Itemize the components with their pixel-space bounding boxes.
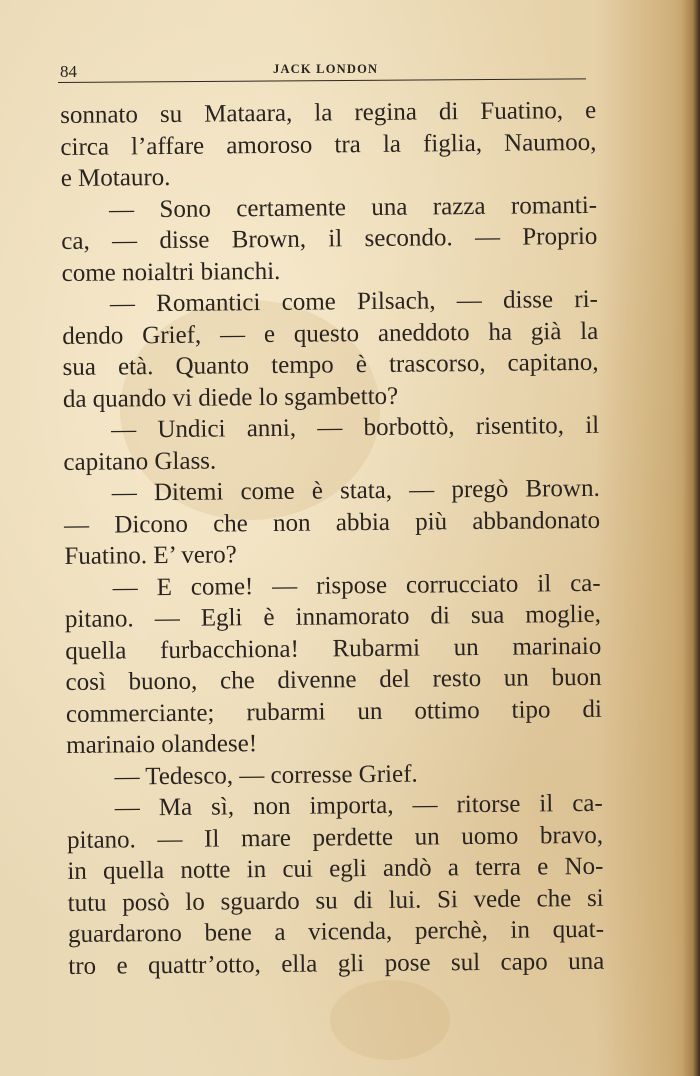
text-line: come noialtri bianchi. [61,257,281,287]
paper-stain [330,980,450,1060]
text-line: — Ma sì, non importa, — ritorse il ca- [114,789,603,822]
text-line: tutu posò lo sguardo su di lui. Si vede che si [67,884,604,917]
text-line: — Ditemi come è stata, — pregò Brown. [111,474,600,507]
text-line: guardarono bene a vicenda, perchè, in quat- [67,915,605,948]
text-line: commerciante; rubarmi un ottimo tipo di [65,695,602,728]
text-line: — Sono certamente una razza romanti- [108,191,598,224]
text-line: circa l’affare amoroso tra la figlia, Naumoo, [60,128,597,161]
page-edge-shadow [682,0,700,1076]
body-text [60,95,604,982]
text-line: — Undici anni, — borbottò, risentito, il [111,411,600,444]
text-line: e Motauro. [60,163,171,192]
header-rule [58,78,586,83]
text-line: così buono, che divenne del resto un buon [65,663,602,696]
text-line: — Tedesco, — corresse Grief. [114,760,418,791]
text-line: ca, — disse Brown, il secondo. — Proprio [61,222,598,255]
page-header [58,58,586,84]
text-line: — Romantici come Pilsach, — disse ri- [109,285,599,318]
text-line: quella furbacchiona! Rubarmi un marinaio [65,632,602,665]
running-title: JACK LONDON [273,62,379,76]
text-line: — Dicono che non abbia più abbandonato [63,506,601,539]
text-line: Fuatino. E’ vero? [64,541,237,570]
text-line: da quando vi diede lo sgambetto? [62,382,399,413]
text-line: sua età. Quanto tempo è trascorso, capitano, [62,348,599,381]
text-line: marinaio olandese! [66,730,258,759]
text-line: in quella notte in cui egli andò a terra e No- [67,852,604,885]
text-line: pitano. — Egli è innamorato di sua moglie, [64,600,602,633]
text-line: — E come! — rispose corrucciato il ca- [112,569,601,602]
text-line: pitano. — Il mare perdette un uomo bravo, [66,821,604,854]
text-line: dendo Grief, — e questo aneddoto ha già la [62,317,599,350]
text-line: sonnato su Mataara, la regina di Fuatino, e [60,96,597,129]
page-number: 84 [60,62,77,81]
text-line: capitano Glass. [63,447,217,476]
text-line: tro e quattr’otto, ella gli pose sul capo una [68,947,605,980]
